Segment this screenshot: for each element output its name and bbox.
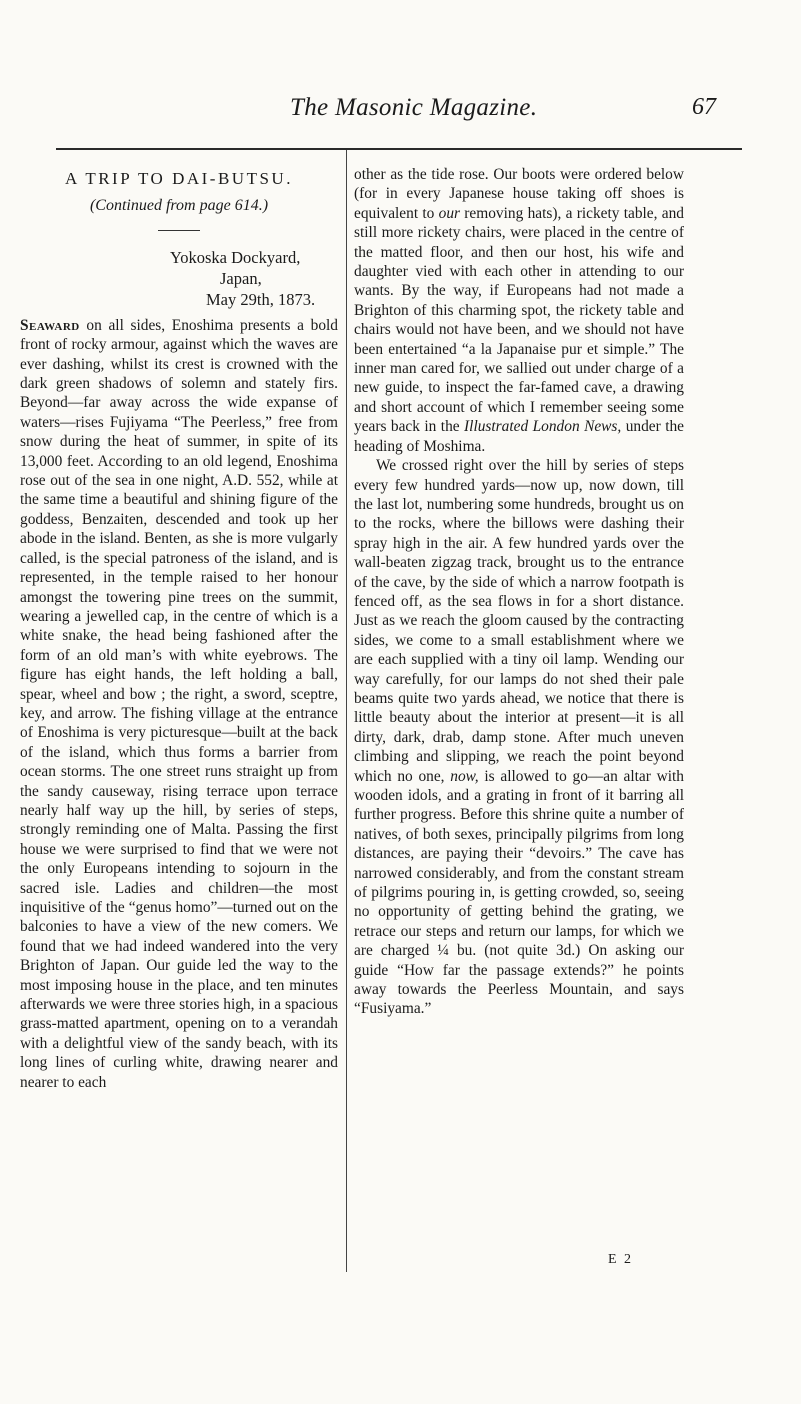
- emphasis-publication: Illustrated London News,: [464, 418, 622, 436]
- paragraph-opening: [20, 316, 338, 1092]
- emphasis-our: our: [438, 204, 461, 222]
- paragraph-continued: [354, 165, 684, 456]
- dateline-place: Yokoska Dockyard,: [170, 247, 301, 267]
- continued-note: (Continued from page 614.): [89, 197, 269, 215]
- article-title: A TRIP TO DAI-BUTSU.: [65, 169, 293, 188]
- lead-word: Seaward: [20, 316, 80, 334]
- dateline: [20, 247, 338, 310]
- paragraph-text: on all sides, Enoshima presents a bold front of rocky armour, against which the waves are ever dashing, whilst its crest is crowned with the dark green shadows of solemn and stately firs. Beyond—far away across the wide expanse of waters—rises Fujiyama “The Peerless,” free from snow during the heat of summer, in spite of its 13,000 feet. According to an old legend, Enoshima rose out of the sea in one night, A.D. 552, while at the same time a beautiful and shining figure of the goddess, Benzaiten, descended and took up her abode in the island. Benten, as she is more vulgarly called, is the special patroness of the island, and is represented, in the temple raised to her honour amongst the towering pine trees on the summit, wearing a jewelled cap, in the centre of which is a white snake, the head being fashioned after the form of an old man’s with white eyebrows. The figure has eight hands, the left holding a ball, spear, wheel and bow ; the right, a sword, sceptre, key, and arrow. The fishing village at the entrance of Enoshima is very picturesque—built at the back of the island, which thus forms a barrier from ocean storms. The one street runs straight up from the sandy causeway, rising terrace upon terrace nearly half way up the hill, by series of steps, strongly reminding one of Malta. Passing the first house we were surprised to find that we were not the only Europeans intending to sojourn in the sacred isle. Ladies and children—the most inquisitive of the “genus homo”—turned out on the balconies to have a view of the new comers. We found that we had indeed wandered into the very Brighton of Japan. Our guide led the way to the most imposing house in the place, and ten minutes afterwards we were three stories high, in a spacious grass-matted apartment, opening on to a verandah with a delightful view of the sandy beach, with its long lines of curling white, drawing nearer and nearer to each: [20, 316, 338, 1091]
- left-column: [20, 165, 338, 1092]
- signature-mark: E 2: [608, 1252, 634, 1267]
- header-rule: [56, 148, 742, 150]
- text-run: other as the tide rose. Our boots were ordered below (for in every Japanese house taking off shoes is equivalent to: [354, 166, 684, 222]
- column-divider: [346, 150, 347, 1272]
- title-rule: [158, 230, 200, 235]
- text-run: is allowed to go—an altar with wooden idols, and a grating in front of it barring all further progress. Before this shrine quite a number of natives, of both sexes, principally pilgrims from long distances, are paying their “devoirs.” The cave has narrowed considerably, and from the constant stream of pilgrims pouring in, is getting crowded, so, seeing no opportunity of getting behind the grating, we retrace our steps and return our lamps, for which we are charged ¼ bu. (not quite 3d.) On asking our guide “How far the passage extends?” he points away towards the Peerless Mountain, and says “Fusiyama.”: [354, 767, 684, 1018]
- emphasis-now: now,: [450, 767, 479, 785]
- text-run: removing hats), a rickety table, and still more rickety chairs, were placed in the centre of the matted floor, and then our host, his wife and daughter vied with each other in attending to our wants. By the way, if Europeans had not made a Brighton of this charming spot, the rickety table and chairs would not have been, and we should not have been entertained “a la Japanaise pur et simple.” The inner man cared for, we sallied out under charge of a new guide, to inspect the far-famed cave, a drawing and short account of which I remember seeing some years back in the: [354, 204, 684, 436]
- text-run: We crossed right over the hill by series of steps every few hundred yards—now up, now down, till the last lot, numbering some hundreds, brought us on to the rocks, where the billows were dashing their spray high in the air. A few hundred yards over the wall-beaten zigzag track, brought us to the entrance of the cave, by the side of which a narrow footpath is fenced off, as the sea flows in for a short distance. Just as we reach the gloom caused by the contracting sides, we come to a small establishment where we are each supplied with a tiny oil lamp. Wending our way carefully, for our lamps do not shed their pale beams quite two yards ahead, we notice that there is little beauty about the interior at present—it is all dirty, dark, drab, damp stone. After much uneven climbing and slipping, we reach the point beyond which no one,: [354, 457, 684, 785]
- text-run: under the heading of Moshima.: [354, 418, 684, 455]
- right-column: [354, 165, 684, 1019]
- dateline-date: May 29th, 1873.: [206, 289, 316, 309]
- running-head: [60, 94, 760, 128]
- magazine-title: The Masonic Magazine.: [290, 94, 538, 121]
- paragraph-cave: [354, 456, 684, 1019]
- dateline-country: Japan,: [220, 268, 262, 288]
- page-number: 67: [692, 94, 716, 120]
